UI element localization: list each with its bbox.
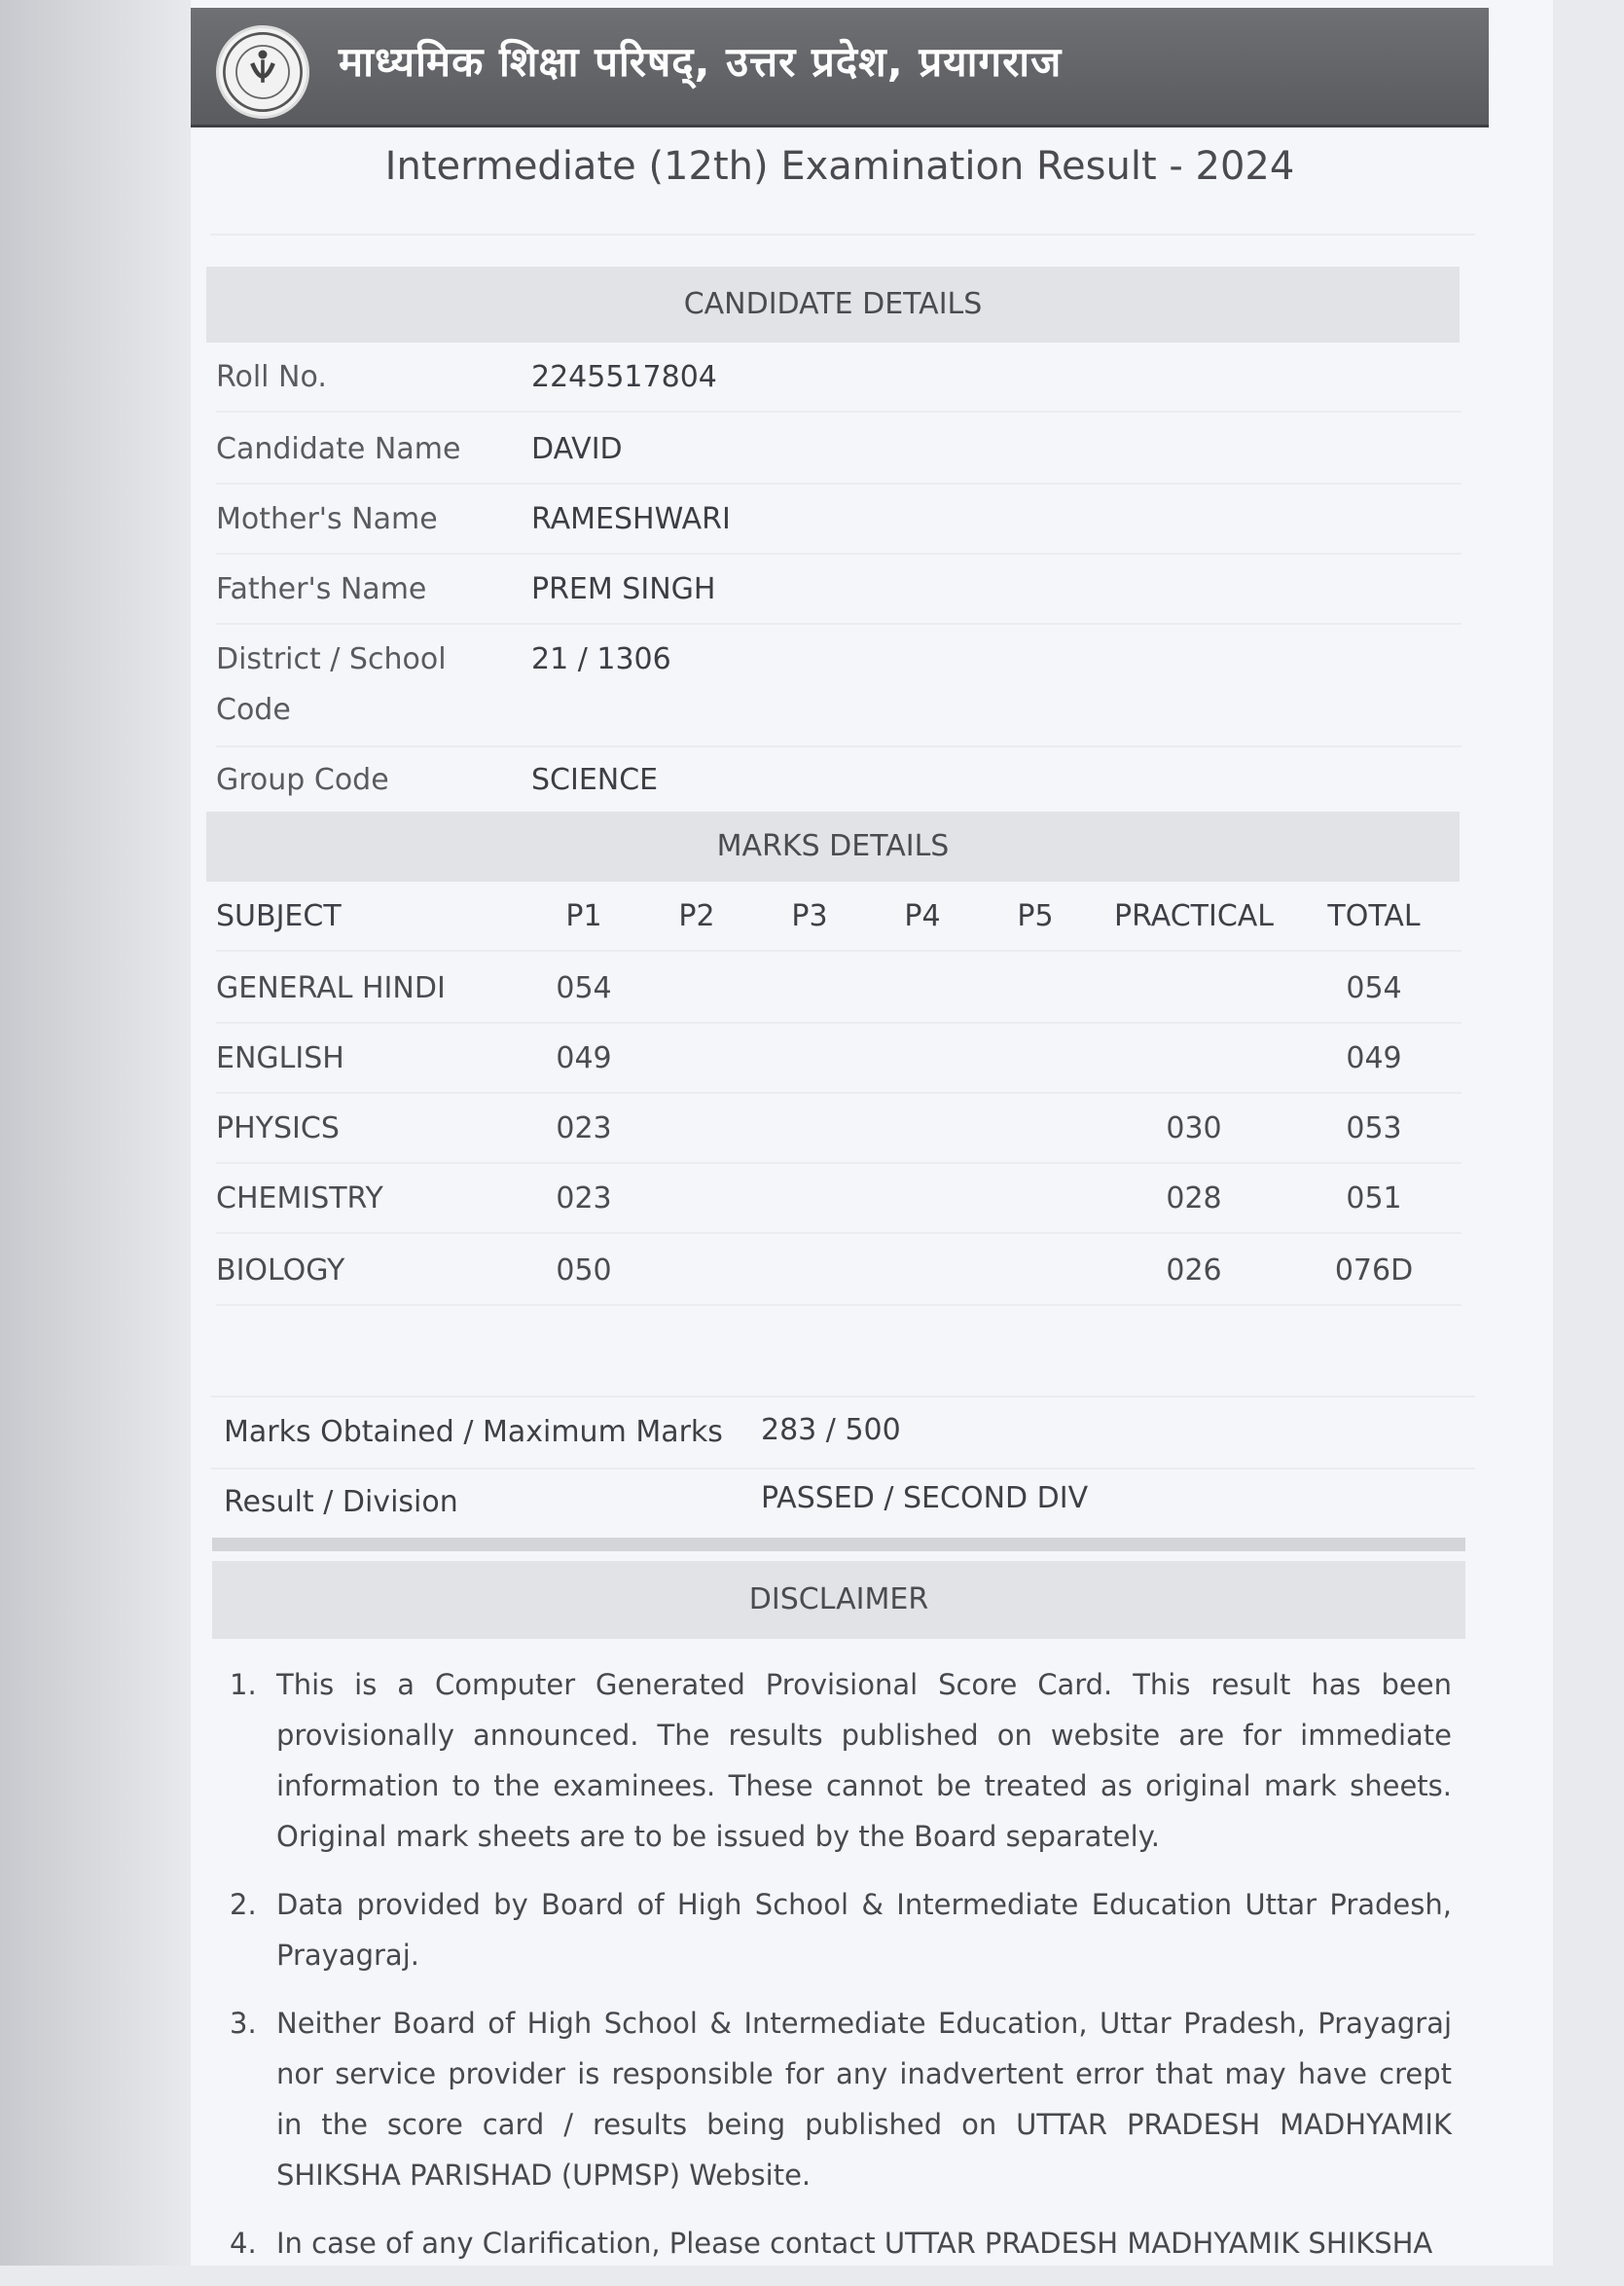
result-sheet: [191, 0, 1553, 2266]
item-text: This is a Computer Generated Provisional Score Card. This result has been provisionally announced. The results published on website are for immediate information to the examinees. These cannot be treated as original mark sheets. Original mark sheets are to be issued by the Board separately.: [276, 1668, 1452, 1853]
subject-name: BIOLOGY: [216, 1253, 345, 1288]
list-item: [230, 1659, 1452, 1862]
disclaimer-list: [230, 1659, 1452, 2286]
item-text: In case of any Clarification, Please contact UTTAR PRADESH MADHYAMIK SHIKSHA: [276, 2227, 1433, 2260]
marks-p1: 049: [556, 1041, 612, 1075]
col-subject: SUBJECT: [216, 899, 342, 933]
list-item: [230, 1998, 1452, 2200]
col-p2: P2: [678, 899, 715, 933]
field-label: Group Code: [216, 763, 389, 797]
marks-total: 076D: [1334, 1253, 1414, 1288]
field-label: District / School Code: [216, 642, 447, 727]
marks-details-heading: MARKS DETAILS: [206, 812, 1460, 882]
divider: [210, 1468, 1475, 1470]
divider: [210, 234, 1475, 236]
result-division-label: Result / Division: [224, 1485, 458, 1519]
marks-obtained-label: Marks Obtained / Maximum Marks: [224, 1415, 723, 1449]
candidate-name: DAVID: [531, 432, 623, 466]
marks-p1: 054: [556, 971, 612, 1005]
marks-total: 051: [1346, 1181, 1402, 1216]
disclaimer-heading: DISCLAIMER: [212, 1561, 1465, 1639]
marks-total: 049: [1346, 1041, 1402, 1075]
candidate-row-district: [216, 635, 1462, 747]
table-row: [216, 1104, 1462, 1164]
col-p4: P4: [904, 899, 941, 933]
roll-number: 2245517804: [531, 360, 717, 394]
divider: [210, 1396, 1475, 1397]
item-number: 2.: [230, 1888, 257, 1921]
candidate-row-group: [216, 755, 1462, 812]
list-item: [230, 2218, 1452, 2268]
subject-name: GENERAL HINDI: [216, 971, 446, 1005]
marks-total: 053: [1346, 1111, 1402, 1145]
col-total: TOTAL: [1327, 899, 1421, 933]
item-text: Neither Board of High School & Intermediate Education, Uttar Pradesh, Prayagraj nor service provider is responsible for any inadvertent error that may have crept in the score card / results being published on UTTAR PRADESH MADHYAMIK SHIKSHA PARISHAD (UPMSP) Website.: [276, 2007, 1452, 2192]
page-shadow: [0, 0, 195, 2266]
col-p1: P1: [565, 899, 602, 933]
result-division-value: PASSED / SECOND DIV: [761, 1481, 1089, 1515]
item-number: 3.: [230, 2007, 257, 2040]
group-code: SCIENCE: [531, 763, 659, 797]
subject-name: CHEMISTRY: [216, 1181, 383, 1216]
field-label: Mother's Name: [216, 502, 438, 536]
father-name: PREM SINGH: [531, 572, 716, 606]
col-p5: P5: [1017, 899, 1054, 933]
page-title: Intermediate (12th) Examination Result - 2024: [384, 144, 1295, 189]
field-label: Candidate Name: [216, 432, 461, 466]
marks-total: 054: [1346, 971, 1402, 1005]
list-item: [230, 1879, 1452, 1980]
marks-p1: 023: [556, 1111, 612, 1145]
header-bar: [191, 8, 1489, 127]
subject-name: ENGLISH: [216, 1041, 344, 1075]
marks-header-row: [216, 891, 1462, 952]
candidate-row-name: [216, 424, 1462, 485]
mother-name: RAMESHWARI: [531, 502, 731, 536]
candidate-row-father: [216, 564, 1462, 625]
table-row: [216, 1174, 1462, 1234]
board-title: माध्यमिक शिक्षा परिषद्, उत्तर प्रदेश, प्रयागराज: [339, 38, 1063, 86]
board-emblem-icon: [216, 25, 309, 119]
marks-p1: 023: [556, 1181, 612, 1216]
candidate-row-roll: [216, 352, 1462, 413]
divider-bar: [212, 1538, 1465, 1551]
subject-name: PHYSICS: [216, 1111, 340, 1145]
item-text: Data provided by Board of High School & Intermediate Education Uttar Pradesh, Prayagraj.: [276, 1888, 1452, 1972]
marks-obtained-value: 283 / 500: [761, 1413, 901, 1447]
col-practical: PRACTICAL: [1113, 899, 1275, 933]
field-label: Roll No.: [216, 360, 327, 394]
marks-practical: 028: [1166, 1181, 1222, 1216]
marks-practical: 026: [1166, 1253, 1222, 1288]
district-school-code: 21 / 1306: [531, 642, 671, 676]
candidate-details-heading: CANDIDATE DETAILS: [206, 267, 1460, 343]
marks-practical: 030: [1166, 1111, 1222, 1145]
marks-p1: 050: [556, 1253, 612, 1288]
item-number: 4.: [230, 2227, 257, 2260]
item-number: 1.: [230, 1668, 257, 1701]
table-row: [216, 1246, 1462, 1306]
field-label: Father's Name: [216, 572, 427, 606]
candidate-row-mother: [216, 494, 1462, 555]
col-p3: P3: [791, 899, 828, 933]
table-row: [216, 963, 1462, 1024]
table-row: [216, 1034, 1462, 1094]
